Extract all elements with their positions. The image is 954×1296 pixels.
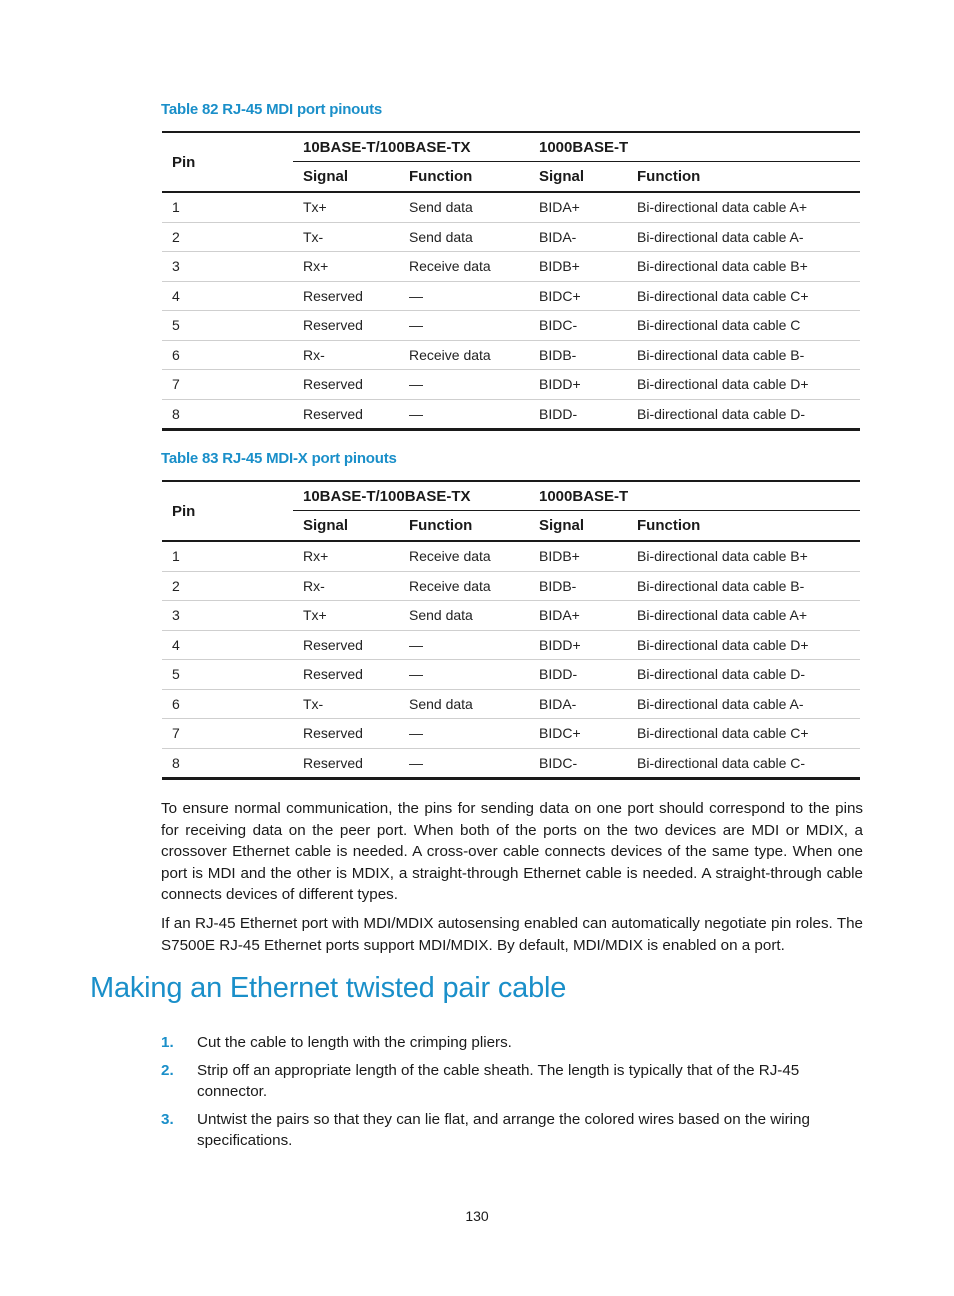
cell-function: Receive data: [399, 541, 529, 571]
cell-function: Bi-directional data cable D+: [627, 370, 860, 400]
cell-pin: 5: [162, 311, 293, 341]
cell-function: Bi-directional data cable C+: [627, 281, 860, 311]
cell-signal: Reserved: [293, 370, 399, 400]
cell-signal: Reserved: [293, 281, 399, 311]
table-row: [162, 192, 860, 222]
cell-function: Bi-directional data cable A+: [627, 601, 860, 631]
header-signal: Signal: [529, 511, 627, 542]
cell-function: Bi-directional data cable B+: [627, 252, 860, 282]
cell-function: Bi-directional data cable D-: [627, 660, 860, 690]
cell-function: Send data: [399, 601, 529, 631]
step-text: Strip off an appropriate length of the cable sheath. The length is typically that of the RJ-45 connector.: [197, 1061, 800, 1100]
header-signal: Signal: [293, 511, 399, 542]
cell-function: Bi-directional data cable C+: [627, 719, 860, 749]
cell-signal: Tx+: [293, 601, 399, 631]
table-row: [162, 689, 860, 719]
cell-function: Send data: [399, 222, 529, 252]
paragraph-mdix-autosensing: If an RJ-45 Ethernet port with MDI/MDIX autosensing enabled can automatically negotiate pin roles. The S7500E RJ-45 Ethernet ports support MDI/MDIX. By default, MDI/MDIX is enabled on a port.: [161, 915, 863, 954]
step-number: 1.: [161, 1034, 174, 1051]
header-1000base: 1000BASE-T: [529, 132, 860, 162]
header-signal: Signal: [529, 162, 627, 193]
header-function: Function: [627, 511, 860, 542]
header-1000base: 1000BASE-T: [529, 481, 860, 511]
cell-pin: 3: [162, 252, 293, 282]
cell-function: Bi-directional data cable D-: [627, 399, 860, 430]
table-row: [162, 222, 860, 252]
header-function: Function: [399, 162, 529, 193]
cell-function: —: [399, 630, 529, 660]
cell-function: Bi-directional data cable B-: [627, 340, 860, 370]
cell-pin: 6: [162, 340, 293, 370]
header-10-100base: 10BASE-T/100BASE-TX: [293, 132, 529, 162]
cell-function: Bi-directional data cable A+: [627, 192, 860, 222]
page-number: 130: [465, 1208, 489, 1224]
cell-function: Receive data: [399, 340, 529, 370]
cell-function: Bi-directional data cable A-: [627, 222, 860, 252]
cell-signal: BIDD+: [529, 370, 627, 400]
cell-signal: BIDD-: [529, 399, 627, 430]
cell-signal: BIDC-: [529, 311, 627, 341]
cell-pin: 2: [162, 222, 293, 252]
table-row: [162, 748, 860, 779]
cell-signal: Tx-: [293, 689, 399, 719]
cell-function: Receive data: [399, 571, 529, 601]
table-row: [162, 252, 860, 282]
cell-signal: Reserved: [293, 311, 399, 341]
step-number: 3.: [161, 1110, 174, 1128]
table-row: [162, 571, 860, 601]
cell-signal: BIDB+: [529, 252, 627, 282]
table-row: [162, 660, 860, 690]
cell-function: Send data: [399, 192, 529, 222]
step-number: 2.: [161, 1061, 174, 1079]
table-row: [162, 311, 860, 341]
table-row: [162, 630, 860, 660]
cell-signal: BIDA+: [529, 601, 627, 631]
cell-signal: BIDD+: [529, 630, 627, 660]
table-row: [162, 370, 860, 400]
cell-signal: BIDB+: [529, 541, 627, 571]
cell-pin: 1: [162, 192, 293, 222]
list-item: [161, 1032, 851, 1054]
paragraph-crossover-explanation: To ensure normal communication, the pins for sending data on one port should correspond to the pins for receiving data on the peer port. When both of the ports on the two devices are MDI or MDIX, a crossover Ethernet cable is needed. A cross-over cable connects devices of the same type. When one port is MDI and the other is MDIX, a straight-through Ethernet cable is needed. A straight-through cable connects devices of different types.: [161, 800, 863, 903]
cell-signal: BIDC+: [529, 281, 627, 311]
cell-signal: BIDA+: [529, 192, 627, 222]
cell-signal: Rx-: [293, 340, 399, 370]
cell-function: —: [399, 719, 529, 749]
table-row: [162, 281, 860, 311]
header-pin: Pin: [162, 132, 293, 192]
cell-signal: Rx+: [293, 541, 399, 571]
list-item: [161, 1109, 851, 1152]
table-82-mdi-pinouts: [162, 131, 860, 431]
cell-signal: Reserved: [293, 399, 399, 430]
cell-function: Bi-directional data cable B-: [627, 571, 860, 601]
cell-signal: BIDA-: [529, 689, 627, 719]
header-function: Function: [627, 162, 860, 193]
cell-pin: 7: [162, 370, 293, 400]
table-82-caption: Table 82 RJ-45 MDI port pinouts: [161, 101, 383, 118]
list-item: [161, 1060, 851, 1103]
table-row: [162, 399, 860, 430]
cell-pin: 6: [162, 689, 293, 719]
section-heading: Making an Ethernet twisted pair cable: [90, 972, 567, 1004]
cell-function: —: [399, 748, 529, 779]
step-text: Cut the cable to length with the crimping pliers.: [197, 1034, 512, 1051]
cell-signal: BIDB-: [529, 571, 627, 601]
cell-function: Bi-directional data cable D+: [627, 630, 860, 660]
cell-pin: 2: [162, 571, 293, 601]
cell-function: —: [399, 399, 529, 430]
cell-function: Bi-directional data cable C-: [627, 748, 860, 779]
cell-function: —: [399, 281, 529, 311]
cell-function: Bi-directional data cable B+: [627, 541, 860, 571]
table-row: [162, 601, 860, 631]
cell-pin: 7: [162, 719, 293, 749]
table-row: [162, 719, 860, 749]
table-row: [162, 541, 860, 571]
cell-function: —: [399, 660, 529, 690]
cell-function: Bi-directional data cable C: [627, 311, 860, 341]
cell-signal: BIDC-: [529, 748, 627, 779]
cell-function: —: [399, 311, 529, 341]
table-row: [162, 340, 860, 370]
cell-pin: 4: [162, 281, 293, 311]
cell-signal: BIDC+: [529, 719, 627, 749]
cell-pin: 4: [162, 630, 293, 660]
table-83-caption: Table 83 RJ-45 MDI-X port pinouts: [161, 450, 397, 467]
table-83-mdix-pinouts: [162, 480, 860, 780]
header-pin: Pin: [162, 481, 293, 541]
header-function: Function: [399, 511, 529, 542]
cell-function: Bi-directional data cable A-: [627, 689, 860, 719]
cell-signal: BIDA-: [529, 222, 627, 252]
cell-pin: 3: [162, 601, 293, 631]
cell-function: —: [399, 370, 529, 400]
cell-function: Receive data: [399, 252, 529, 282]
cell-signal: Tx-: [293, 222, 399, 252]
cell-pin: 5: [162, 660, 293, 690]
header-signal: Signal: [293, 162, 399, 193]
cell-signal: Reserved: [293, 660, 399, 690]
cell-pin: 8: [162, 748, 293, 779]
steps-list: [161, 1032, 851, 1158]
cell-pin: 1: [162, 541, 293, 571]
cell-signal: BIDB-: [529, 340, 627, 370]
cell-signal: Tx+: [293, 192, 399, 222]
cell-pin: 8: [162, 399, 293, 430]
cell-function: Send data: [399, 689, 529, 719]
cell-signal: Reserved: [293, 630, 399, 660]
cell-signal: Rx+: [293, 252, 399, 282]
cell-signal: Reserved: [293, 719, 399, 749]
cell-signal: Reserved: [293, 748, 399, 779]
cell-signal: BIDD-: [529, 660, 627, 690]
header-10-100base: 10BASE-T/100BASE-TX: [293, 481, 529, 511]
step-text: Untwist the pairs so that they can lie flat, and arrange the colored wires based on the wiring specifications.: [197, 1110, 810, 1149]
cell-signal: Rx-: [293, 571, 399, 601]
